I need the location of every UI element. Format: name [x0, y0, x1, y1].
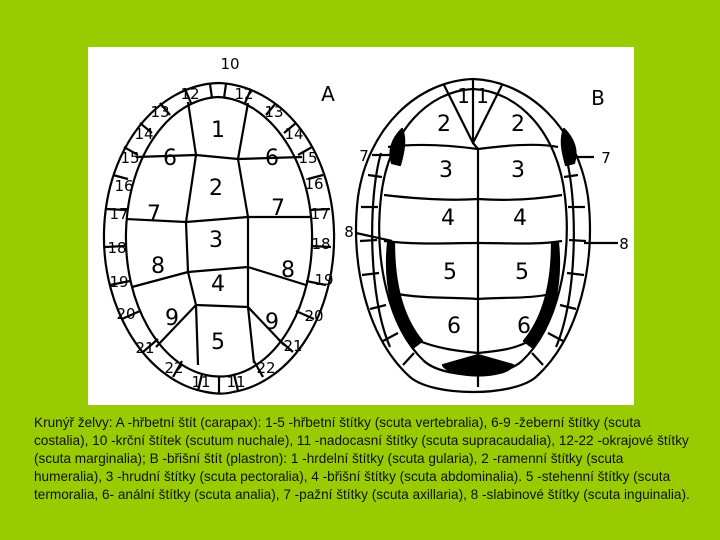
label-b-hum-left: 2	[437, 112, 451, 137]
label-B: B	[591, 86, 605, 110]
anal-notch-fill	[443, 355, 513, 376]
label-b-ingu-right: 8	[619, 235, 629, 253]
plastron-figure	[356, 79, 590, 392]
label-a-17-right: 17	[310, 205, 330, 223]
label-a-vert-3: 3	[209, 228, 223, 253]
label-a-21-left: 21	[135, 339, 155, 357]
label-a-vert-1: 1	[211, 118, 225, 143]
plastron-filled-regions	[387, 129, 576, 376]
label-a-16-left: 16	[114, 177, 134, 195]
label-b-anal-right: 6	[517, 314, 531, 339]
label-a-cost-9-left: 9	[165, 306, 179, 331]
label-b-abd-left: 4	[441, 206, 455, 231]
label-a-12-right: 12	[234, 85, 254, 103]
label-a-15-right: 15	[298, 149, 318, 167]
label-b-fem-left: 5	[443, 260, 457, 285]
label-A: A	[321, 82, 335, 106]
label-a-21-right: 21	[283, 337, 303, 355]
label-a-11-right: 11	[226, 373, 246, 391]
label-a-cost-6-right: 6	[265, 146, 279, 171]
diagram-svg	[88, 47, 634, 405]
label-b-axil-left: 7	[359, 147, 369, 165]
label-a-18-right: 18	[311, 235, 331, 253]
label-b-ingu-left: 8	[344, 223, 354, 241]
label-b-hum-right: 2	[511, 112, 525, 137]
label-a-19-left: 19	[109, 273, 129, 291]
turtle-shell-diagram	[88, 47, 634, 405]
figure-caption: Krunýř želvy: A -hřbetní štít (carapax): 1-5 -hřbetní štítky (scuta vertebralia), 6-9 -žeberní štítky (scuta costalia), 10 -krční štítek (scutum nuchale), 11 -nadocasní štítky (scuta supracaudalia), 12-22 -okrajové štítky (scuta marginalia); B -břišní štít (plastron): 1 -hrdelní štítky (scuta gularia), 2 -ramenní štítky (scuta humeralia), 3 -hrudní štítky (scuta pectoralia), 4 -břišní štítky (scuta abdominalia). 5 -stehenní štítky (scuta termoralia, 6- anální štítky (scuta analia), 7 -pažní štítky (scuta axillaria), 8 -slabinové štítky (scuta inguinalia).	[34, 415, 690, 502]
label-a-18-left: 18	[107, 239, 127, 257]
label-a-cost-8-left: 8	[151, 254, 165, 279]
label-a-20-right: 20	[304, 307, 324, 325]
label-a-cost-8-right: 8	[281, 258, 295, 283]
label-a-cost-9-right: 9	[265, 310, 279, 335]
label-a-22-right: 22	[256, 359, 276, 377]
label-b-anal-left: 6	[447, 314, 461, 339]
label-a-cost-7-right: 7	[271, 196, 285, 221]
axillary-fill-left	[390, 129, 404, 165]
label-a-13-right: 13	[264, 103, 284, 121]
label-a-16-right: 16	[304, 175, 324, 193]
label-a-19-right: 19	[314, 271, 334, 289]
label-a-vert-4: 4	[211, 272, 225, 297]
label-b-fem-right: 5	[515, 260, 529, 285]
label-b-pec-left: 3	[439, 158, 453, 183]
label-a-12-left: 12	[180, 85, 200, 103]
plastron-midline	[473, 79, 478, 387]
label-a-20-left: 20	[116, 305, 136, 323]
label-a-vert-5: 5	[211, 330, 225, 355]
label-b-pec-right: 3	[511, 158, 525, 183]
label-b-abd-right: 4	[513, 206, 527, 231]
label-a-13-left: 13	[150, 103, 170, 121]
label-a-10: 10	[220, 55, 240, 73]
label-a-11-left: 11	[191, 373, 211, 391]
label-a-14-right: 14	[284, 125, 304, 143]
label-b-axil-right: 7	[601, 149, 611, 167]
label-a-15-left: 15	[120, 149, 140, 167]
axillary-fill-right	[562, 129, 576, 165]
label-a-cost-6-left: 6	[163, 146, 177, 171]
label-a-22-left: 22	[164, 359, 184, 377]
label-a-vert-2: 2	[209, 176, 223, 201]
label-a-17-left: 17	[109, 205, 129, 223]
label-a-14-left: 14	[134, 125, 154, 143]
label-a-cost-7-left: 7	[147, 202, 161, 227]
label-b-gular: 1 1	[457, 84, 489, 108]
